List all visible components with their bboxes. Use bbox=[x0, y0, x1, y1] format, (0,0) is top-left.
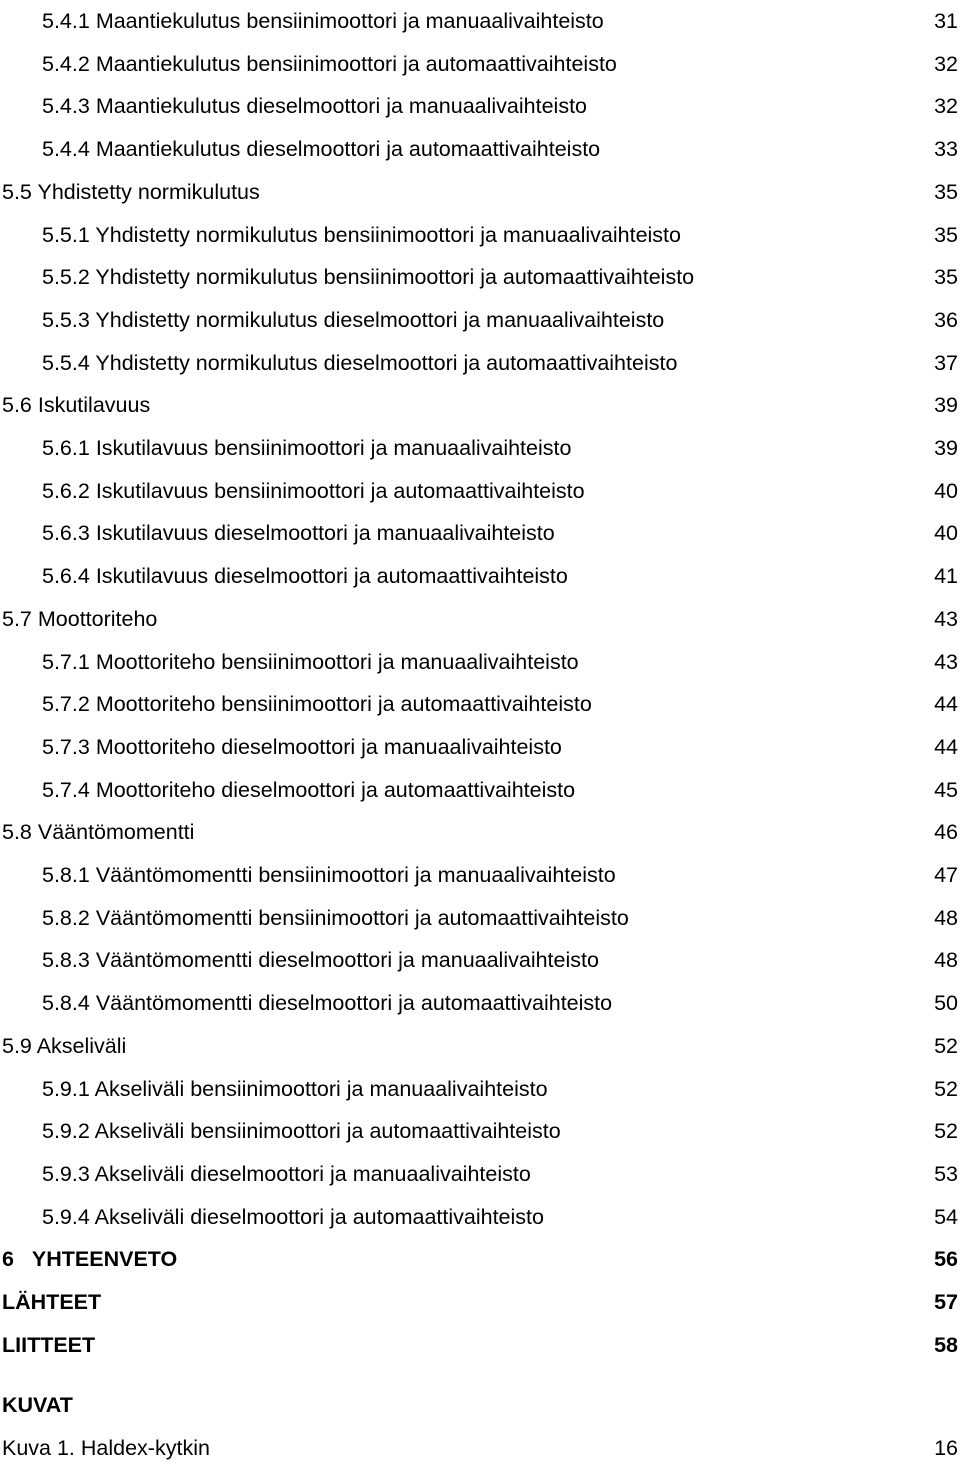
figures-heading: KUVAT bbox=[2, 1393, 73, 1417]
toc-entry-page-number: 48 bbox=[934, 948, 958, 973]
toc-entry-number: 5.5.1 bbox=[42, 222, 90, 247]
toc-entry-label bbox=[42, 641, 579, 683]
toc-entry-number: 5.5.4 bbox=[42, 350, 90, 375]
toc-entry-title: Maantiekulutus bensiinimoottori ja automaattivaihteisto bbox=[95, 51, 617, 76]
toc-entry-page-number: 40 bbox=[934, 521, 958, 546]
toc-entry-page-number: 39 bbox=[934, 436, 958, 460]
toc-entry-number: 5.8.4 bbox=[42, 991, 90, 1016]
toc-entry-page-number: 35 bbox=[934, 265, 958, 290]
toc-entry-label bbox=[2, 384, 150, 426]
toc-entry[interactable] bbox=[0, 811, 960, 853]
toc-entry-number: 5.4.3 bbox=[42, 94, 90, 119]
toc-entry-label bbox=[42, 214, 681, 256]
toc-entry-number: 6 bbox=[2, 1247, 14, 1272]
toc-entry[interactable] bbox=[0, 1110, 960, 1152]
toc-entry-number: 5.8.3 bbox=[42, 948, 90, 973]
toc-entry-title: Akseliväli dieselmoottori ja automaattivaihteisto bbox=[94, 1204, 544, 1229]
toc-entry-title: Yhdistetty normikulutus dieselmoottori ja automaattivaihteisto bbox=[95, 350, 678, 375]
toc-entry-page-number: 52 bbox=[934, 1076, 958, 1101]
toc-entry[interactable] bbox=[0, 1238, 960, 1280]
toc-entry-page-number: 53 bbox=[934, 1161, 958, 1186]
toc-entry[interactable] bbox=[0, 555, 960, 597]
toc-entry-page-number: 37 bbox=[934, 350, 958, 375]
toc-entry[interactable] bbox=[0, 342, 960, 384]
toc-entry-title: Moottoriteho bensiinimoottori ja automaattivaihteisto bbox=[95, 692, 592, 717]
toc-entry[interactable] bbox=[0, 256, 960, 298]
toc-entry-page-number: 44 bbox=[934, 734, 958, 759]
toc-entry[interactable] bbox=[0, 769, 960, 811]
toc-entry-label bbox=[42, 1110, 561, 1152]
toc-entry-number: 5.4.4 bbox=[42, 137, 90, 162]
toc-entry-page-number: 43 bbox=[934, 606, 958, 631]
toc-entry-page-number: 32 bbox=[934, 94, 958, 119]
toc-entry[interactable] bbox=[0, 683, 960, 725]
toc-entry[interactable] bbox=[0, 982, 960, 1024]
toc-entry[interactable] bbox=[0, 641, 960, 683]
toc-entry-number: 5.8 bbox=[2, 820, 32, 845]
toc-entry-page-number: 40 bbox=[934, 478, 958, 503]
toc-entry-title: YHTEENVETO bbox=[31, 1247, 178, 1272]
toc-entry-label bbox=[2, 1238, 177, 1280]
toc-entry-number: 5.9.4 bbox=[42, 1204, 90, 1229]
toc-entry-label bbox=[42, 1196, 544, 1238]
toc-entry-label bbox=[42, 470, 585, 512]
toc-entry-page-number: 33 bbox=[934, 137, 958, 162]
toc-entry[interactable] bbox=[0, 1196, 960, 1238]
toc-entry-title: Maantiekulutus dieselmoottori ja manuaalivaihteisto bbox=[95, 94, 587, 119]
toc-entry-page-number: 46 bbox=[934, 820, 958, 845]
toc-entry-number: 5.9 bbox=[2, 1033, 32, 1058]
toc-entry-title: LÄHTEET bbox=[2, 1290, 102, 1314]
toc-entry-page-number: 44 bbox=[934, 692, 958, 717]
toc-entry-label bbox=[42, 769, 575, 811]
toc-entry-label bbox=[42, 1068, 548, 1110]
toc-entry[interactable] bbox=[0, 1153, 960, 1195]
toc-entry-number: 5.9.2 bbox=[42, 1119, 90, 1144]
toc-entry-page-number: 39 bbox=[934, 393, 958, 418]
toc-entry-page-number: 47 bbox=[934, 863, 958, 887]
toc-entry[interactable] bbox=[0, 85, 960, 127]
toc-entry-number: 5.6.4 bbox=[42, 564, 90, 589]
toc-entry-page-number: 48 bbox=[934, 905, 958, 930]
toc-entry-label bbox=[42, 43, 617, 85]
toc-entry-title: Akseliväli bensiinimoottori ja manuaalivaihteisto bbox=[94, 1076, 548, 1101]
toc-entry-title: Iskutilavuus dieselmoottori ja manuaalivaihteisto bbox=[95, 521, 555, 546]
toc-entry[interactable] bbox=[0, 939, 960, 981]
toc-entry-label bbox=[42, 726, 562, 768]
toc-entry-title: Iskutilavuus bensiinimoottori ja manuaalivaihteisto bbox=[95, 436, 572, 460]
toc-entry-title: LIITTEET bbox=[2, 1332, 96, 1357]
toc-entry-number: 5.9.1 bbox=[42, 1076, 90, 1101]
toc-entry[interactable] bbox=[0, 470, 960, 512]
toc-entry-title: Akseliväli bbox=[36, 1033, 127, 1058]
toc-entry[interactable] bbox=[0, 427, 960, 469]
toc-entry-label bbox=[42, 85, 587, 127]
toc-entry-page-number: 31 bbox=[934, 9, 958, 33]
toc-entry-number: 5.6.2 bbox=[42, 478, 90, 503]
toc-entry-page-number: 43 bbox=[934, 649, 958, 674]
toc-entry-title: Vääntömomentti dieselmoottori ja automaattivaihteisto bbox=[95, 991, 613, 1016]
toc-entry[interactable] bbox=[0, 1025, 960, 1067]
toc-entry-label bbox=[42, 342, 677, 384]
toc-entry-title: Vääntömomentti bbox=[37, 820, 195, 845]
toc-entry-number: 5.7.4 bbox=[42, 777, 90, 802]
toc-entry[interactable] bbox=[0, 43, 960, 85]
toc-entry-number: 5.5 bbox=[2, 179, 32, 204]
toc-entry-label bbox=[42, 256, 694, 298]
figure-entry[interactable] bbox=[0, 1427, 960, 1469]
toc-entry-label bbox=[2, 1281, 101, 1323]
figure-label: Kuva 1. Haldex-kytkin bbox=[2, 1436, 210, 1460]
toc-entry-number: 5.7 bbox=[2, 606, 32, 631]
toc-entry-label bbox=[2, 811, 194, 853]
toc-entry-number: 5.8.1 bbox=[42, 863, 90, 887]
toc-entry[interactable] bbox=[0, 1324, 960, 1366]
toc-entry-title: Iskutilavuus bbox=[37, 393, 151, 418]
toc-entry[interactable] bbox=[0, 512, 960, 554]
toc-entry-label bbox=[42, 299, 664, 341]
toc-entry-label bbox=[42, 854, 616, 896]
toc-entry-title: Iskutilavuus bensiinimoottori ja automaattivaihteisto bbox=[95, 478, 585, 503]
toc-entry-label bbox=[2, 1324, 95, 1366]
toc-entry[interactable] bbox=[0, 1068, 960, 1110]
toc-entry-label bbox=[42, 555, 568, 597]
toc-entry-label bbox=[42, 0, 604, 42]
toc-entry-page-number: 32 bbox=[934, 51, 958, 76]
toc-entry-label bbox=[42, 427, 571, 469]
toc-entry-title: Vääntömomentti bensiinimoottori ja automaattivaihteisto bbox=[95, 905, 629, 930]
toc-entry-title: Vääntömomentti dieselmoottori ja manuaalivaihteisto bbox=[95, 948, 599, 973]
toc-entry-label bbox=[2, 1025, 126, 1067]
toc-entry-page-number: 57 bbox=[934, 1290, 958, 1314]
toc-entry-number: 5.6.3 bbox=[42, 521, 90, 546]
toc-entry-title: Yhdistetty normikulutus dieselmoottori ja manuaalivaihteisto bbox=[95, 307, 665, 332]
toc-entry-label bbox=[42, 128, 600, 170]
toc-entry-number: 5.9.3 bbox=[42, 1161, 90, 1186]
toc-entry[interactable] bbox=[0, 128, 960, 170]
toc-entry-number: 5.4.2 bbox=[42, 51, 90, 76]
toc-entry-page-number: 54 bbox=[934, 1204, 958, 1229]
toc-entry[interactable] bbox=[0, 299, 960, 341]
toc-entry-label bbox=[42, 512, 555, 554]
toc-entry-number: 5.5.3 bbox=[42, 307, 90, 332]
toc-entry-title: Moottoriteho bbox=[37, 606, 158, 631]
toc-entry[interactable] bbox=[0, 598, 960, 640]
toc-entry-number: 5.6.1 bbox=[42, 436, 90, 460]
toc-entry-number: 5.4.1 bbox=[42, 9, 90, 33]
toc-entry-title: Moottoriteho dieselmoottori ja automaattivaihteisto bbox=[95, 777, 576, 802]
toc-entry-page-number: 35 bbox=[934, 179, 958, 204]
toc-entry-page-number: 52 bbox=[934, 1119, 958, 1144]
toc-entry-number: 5.8.2 bbox=[42, 905, 90, 930]
toc-entry-number: 5.5.2 bbox=[42, 265, 90, 290]
toc-entry[interactable] bbox=[0, 854, 960, 896]
figure-page-number: 16 bbox=[934, 1436, 958, 1460]
toc-entry-label bbox=[2, 598, 157, 640]
toc-entry-title: Moottoriteho bensiinimoottori ja manuaalivaihteisto bbox=[95, 649, 579, 674]
toc-entry[interactable] bbox=[0, 726, 960, 768]
toc-entry-page-number: 45 bbox=[934, 777, 958, 802]
toc-entry-title: Vääntömomentti bensiinimoottori ja manuaalivaihteisto bbox=[95, 863, 616, 887]
toc-entry-label bbox=[42, 1153, 531, 1195]
toc-entry-page-number: 52 bbox=[934, 1033, 958, 1058]
toc-entry-title: Maantiekulutus dieselmoottori ja automaattivaihteisto bbox=[95, 137, 601, 162]
toc-entry[interactable] bbox=[0, 171, 960, 213]
toc-entry[interactable] bbox=[0, 214, 960, 256]
toc-entry-page-number: 36 bbox=[934, 307, 958, 332]
toc-entry-page-number: 41 bbox=[934, 564, 958, 589]
toc-entry-label bbox=[2, 171, 260, 213]
toc-entry-label bbox=[42, 939, 599, 981]
toc-entry[interactable] bbox=[0, 384, 960, 426]
toc-entry-title: Yhdistetty normikulutus bbox=[37, 179, 260, 204]
toc-entry[interactable] bbox=[0, 897, 960, 939]
toc-entry-page-number: 35 bbox=[934, 222, 958, 247]
toc-entry-label bbox=[42, 683, 592, 725]
toc-entry-title: Iskutilavuus dieselmoottori ja automaattivaihteisto bbox=[95, 564, 568, 589]
toc-entry-number: 5.7.3 bbox=[42, 734, 90, 759]
toc-entry-title: Akseliväli bensiinimoottori ja automaattivaihteisto bbox=[94, 1119, 561, 1144]
toc-entry[interactable] bbox=[0, 1281, 960, 1323]
toc-entry-title: Yhdistetty normikulutus bensiinimoottori ja manuaalivaihteisto bbox=[95, 222, 681, 247]
toc-entry-number: 5.6 bbox=[2, 393, 32, 418]
toc-entry-title: Maantiekulutus bensiinimoottori ja manuaalivaihteisto bbox=[95, 9, 604, 33]
toc-entry-page-number: 56 bbox=[934, 1247, 958, 1272]
toc-entry-label bbox=[42, 982, 612, 1024]
toc-entry-page-number: 50 bbox=[934, 991, 958, 1016]
toc-entry-label bbox=[42, 897, 629, 939]
toc-entry-title: Yhdistetty normikulutus bensiinimoottori ja automaattivaihteisto bbox=[95, 265, 695, 290]
toc-entry-number: 5.7.1 bbox=[42, 649, 90, 674]
toc-entry-title: Moottoriteho dieselmoottori ja manuaalivaihteisto bbox=[95, 734, 562, 759]
toc-entry-title: Akseliväli dieselmoottori ja manuaalivaihteisto bbox=[94, 1161, 531, 1186]
toc-entry[interactable] bbox=[0, 0, 960, 42]
toc-entry-page-number: 58 bbox=[934, 1332, 958, 1357]
toc-entry-number: 5.7.2 bbox=[42, 692, 90, 717]
